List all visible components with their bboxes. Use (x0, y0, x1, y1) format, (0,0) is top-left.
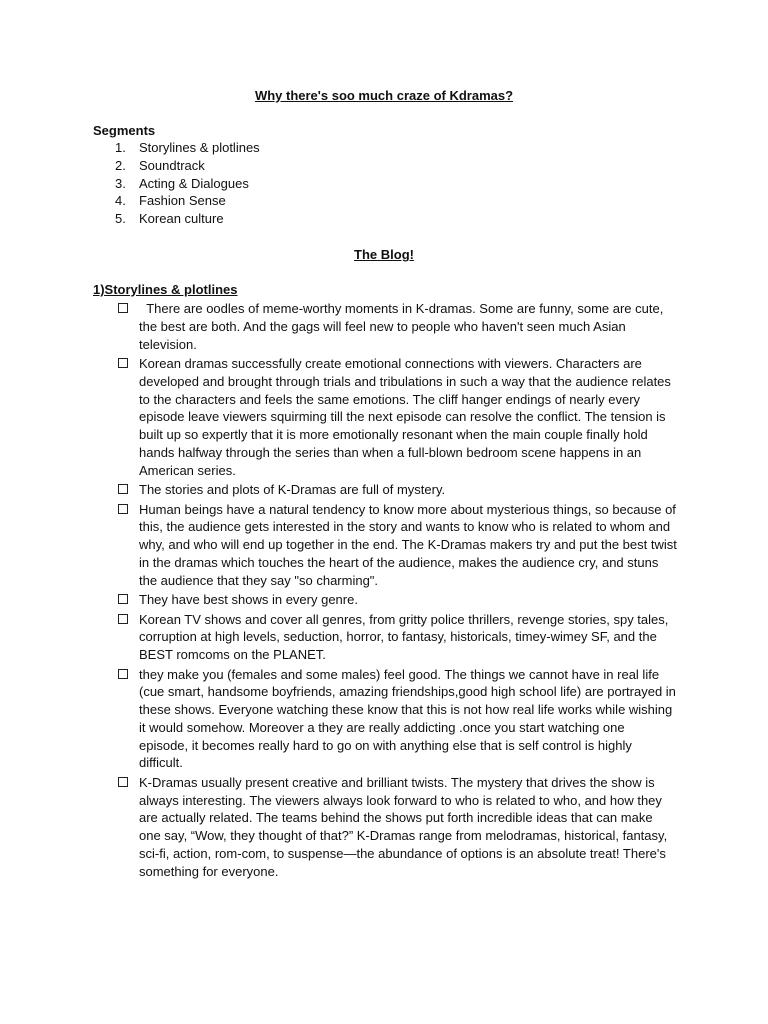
segment-label: Korean culture (139, 211, 224, 227)
checkbox[interactable] (118, 358, 128, 368)
checklist-item-text: The stories and plots of K-Dramas are full of mystery. (139, 482, 446, 498)
segment-label: Fashion Sense (139, 193, 226, 209)
segment-number: 4. (115, 193, 126, 209)
segment-item (93, 192, 260, 210)
checklist-item (117, 591, 677, 609)
document-title: Why there's soo much craze of Kdramas? (254, 88, 514, 103)
checklist-item-text: Korean TV shows and cover all genres, from gritty police thrillers, revenge stories, spy tales, corruption at high levels, seduction, horror, to fantasy, historicals, timey-wimey SF, and the BEST romcoms on the PLANET. (139, 611, 673, 663)
segment-item (93, 157, 260, 175)
segments-heading: Segments (93, 123, 156, 138)
segment-number: 2. (115, 157, 126, 173)
segment-label: Soundtrack (139, 157, 205, 173)
segment-item (93, 175, 260, 193)
checkbox[interactable] (118, 303, 128, 313)
checklist-item (117, 666, 680, 773)
blog-title: The Blog! (354, 247, 414, 262)
checklist-item-text: K-Dramas usually present creative and brilliant twists. The mystery that drives the show is always interesting. The viewers always look forward to who is related to who, and how they are actually related. The teams behind the shows put forth incredible ideas that can make one say, “Wow, they thought of that?” K-Dramas range from melodramas, historical, fantasy, sci-fi, action, rom-com, to suspense—the abundance of options is an absolute treat! There's something for everyone. (139, 774, 671, 879)
checklist-item-text: Korean dramas successfully create emotional connections with viewers. Characters are developed and brought through trials and tribulations in such a way that the audience relates to the characters and feels the same emotions. The cliff hanger endings of nearly every episode leave viewers squirming till the next episode can resolve the conflict. The tension is built up so expertly that it is more emotionally resonant when the main couple finally hold hands halfway through the series than when a full-blown bedroom scene happens in an American series. (139, 355, 675, 478)
checklist-item (117, 300, 677, 353)
segments-list (93, 139, 260, 228)
checkbox[interactable] (118, 504, 128, 514)
segment-number: 1. (115, 140, 126, 155)
checklist-item (117, 501, 681, 590)
segment-number: 5. (115, 211, 126, 227)
segment-item (93, 139, 260, 157)
checklist-item (117, 481, 677, 499)
checkbox[interactable] (118, 669, 128, 679)
checklist-item (117, 611, 677, 664)
checkbox[interactable] (118, 777, 128, 787)
segment-label: Acting & Dialogues (139, 175, 249, 191)
checkbox[interactable] (118, 614, 128, 624)
checkbox[interactable] (118, 594, 128, 604)
checklist-item-text: they make you (females and some males) feel good. The things we cannot have in real life (cue smart, handsome boyfriends, amazing friendships,good high school life) are portrayed in these shows. Everyone watching these know that this is not how real life works while wishing it would somehow. Moreover a they are really addicting .once you start watching one episode, it becomes really hard to go on with anything else that is self control is highly difficult. (139, 666, 680, 771)
checklist-item-text: Human beings have a natural tendency to know more about mysterious things, so because of this, the audience gets interested in the story and wants to know who is related to whom and why, and who will end up together in the end. The K-Dramas makers try and put the best twist in the dramas which touches the heart of the audience, makes the audience cry, and stuns the audience that they say "so charming". (139, 501, 681, 588)
checklist-item (117, 774, 677, 881)
segment-label: Storylines & plotlines (139, 140, 260, 155)
checklist-item-text: There are oodles of meme-worthy moments in K-dramas. Some are funny, some are cute, the best are both. And the gags will feel new to people who haven't seen much Asian television. (139, 301, 667, 352)
checklist-item (117, 355, 677, 480)
storylines-checklist (117, 300, 681, 882)
segment-item (93, 210, 260, 228)
checkbox[interactable] (118, 484, 128, 494)
checklist-item-text: They have best shows in every genre. (139, 592, 358, 608)
segment-number: 3. (115, 175, 126, 191)
section-heading-storylines: 1)Storylines & plotlines (93, 282, 238, 297)
